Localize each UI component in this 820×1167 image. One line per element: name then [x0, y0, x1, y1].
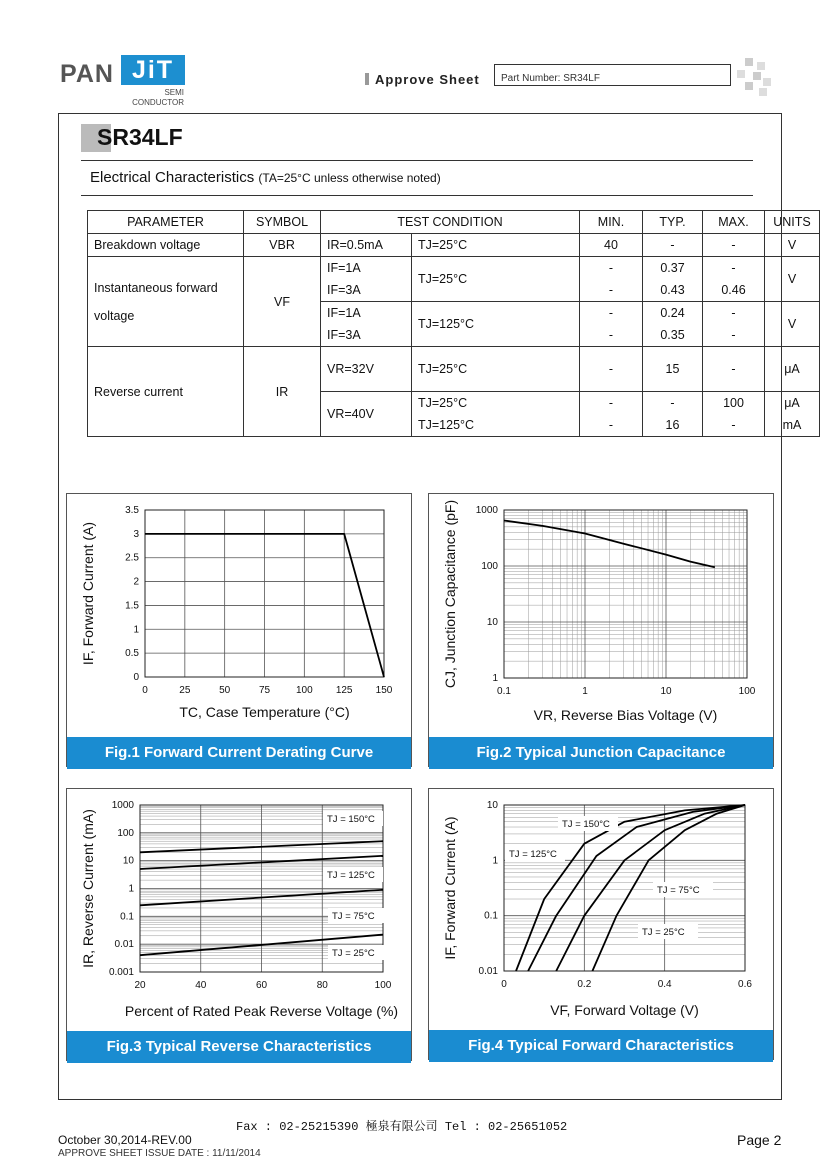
- cell: -: [703, 414, 765, 437]
- fig2-panel: [428, 493, 774, 767]
- cell: μA: [765, 347, 820, 392]
- cell: -: [643, 392, 703, 415]
- y-tick-label: 1: [133, 624, 139, 636]
- cell: 0.24: [643, 302, 703, 325]
- fig4-chart: [429, 789, 773, 1025]
- cell: TJ=25°C: [412, 392, 580, 415]
- y-axis-label: IR, Reverse Current (mA): [80, 809, 96, 968]
- th-min: MIN.: [580, 211, 643, 234]
- footer-date: October 30,2014-REV.00: [58, 1133, 192, 1147]
- x-tick-label: 150: [375, 685, 393, 696]
- cell: -: [580, 302, 643, 325]
- series-label: TJ = 125°C: [327, 870, 375, 881]
- footer-issue-date: APPROVE SHEET ISSUE DATE : 11/11/2014: [58, 1148, 261, 1159]
- cell: IR=0.5mA: [321, 234, 412, 257]
- fig3-caption: Fig.3 Typical Reverse Characteristics: [67, 1031, 411, 1063]
- fig3-chart: [67, 789, 411, 1026]
- cell: 0.46: [703, 279, 765, 302]
- y-tick-label: 1000: [111, 800, 134, 811]
- logo-sub-2: CONDUCTOR: [132, 98, 184, 107]
- cell: [88, 257, 244, 347]
- y-tick-label: 0.01: [114, 939, 134, 951]
- y-tick-label: 1: [492, 855, 498, 867]
- th-parameter: PARAMETER: [88, 211, 244, 234]
- footer-contact: Fax : 02-25215390 極泉有限公司 Tel : 02-25651052: [236, 1120, 568, 1134]
- cell: μA: [765, 392, 820, 415]
- cell: VR=32V: [321, 347, 412, 392]
- y-axis-label: IF, Forward Current (A): [442, 816, 458, 960]
- cell: mA: [765, 414, 820, 437]
- approve-sheet-label: Approve Sheet: [365, 72, 480, 87]
- x-tick-label: 1: [582, 686, 588, 697]
- fig4-panel: [428, 788, 774, 1060]
- cell: -: [703, 324, 765, 347]
- cell: TJ=25°C: [412, 347, 580, 392]
- y-tick-label: 1.5: [125, 600, 139, 612]
- y-tick-label: 3: [133, 528, 139, 540]
- page-title: SR34LF: [97, 124, 183, 150]
- cell: 0.43: [643, 279, 703, 302]
- fig1-caption: Fig.1 Forward Current Derating Curve: [67, 737, 411, 769]
- cell: -: [703, 257, 765, 280]
- x-tick-label: 20: [134, 980, 146, 991]
- x-axis-label: Percent of Rated Peak Reverse Voltage (%): [124, 1003, 399, 1019]
- cell: -: [580, 392, 643, 415]
- cell: VR=40V: [321, 392, 412, 437]
- cell: 100: [703, 392, 765, 415]
- y-axis-label: CJ, Junction Capacitance (pF): [442, 499, 458, 689]
- cell: TJ=125°C: [412, 414, 580, 437]
- series-label: TJ = 25°C: [642, 927, 685, 938]
- cell: 16: [643, 414, 703, 437]
- x-tick-label: 40: [195, 980, 207, 991]
- cell: IR: [244, 347, 321, 437]
- cell: 40: [580, 234, 643, 257]
- fig1-panel: [66, 493, 412, 767]
- cell: TJ=25°C: [412, 234, 580, 257]
- x-tick-label: 0: [142, 685, 148, 696]
- y-tick-label: 10: [486, 800, 498, 811]
- th-max: MAX.: [703, 211, 765, 234]
- x-tick-label: 0.1: [497, 686, 511, 697]
- cell: V: [765, 257, 820, 302]
- y-tick-label: 100: [117, 827, 134, 839]
- cell: IF=1A: [321, 257, 412, 280]
- x-tick-label: 25: [179, 685, 191, 696]
- x-tick-label: 100: [374, 980, 392, 991]
- x-tick-label: 50: [219, 685, 231, 696]
- vf-param-1: Instantaneous forward: [94, 280, 218, 295]
- y-tick-label: 10: [122, 855, 134, 867]
- x-tick-label: 0.2: [577, 979, 592, 990]
- series-label: TJ = 25°C: [332, 948, 375, 959]
- y-tick-label: 0.1: [484, 910, 498, 922]
- y-tick-label: 0.001: [108, 967, 134, 978]
- fig2-chart: [429, 494, 773, 732]
- ec-note: (TA=25°C unless otherwise noted): [258, 171, 441, 185]
- x-tick-label: 60: [255, 980, 268, 991]
- x-axis-label: VF, Forward Voltage (V): [550, 1002, 699, 1018]
- cell: Reverse current: [88, 347, 244, 437]
- cell: VF: [244, 257, 321, 347]
- series-label: TJ = 75°C: [332, 911, 375, 922]
- x-axis-label: TC, Case Temperature (°C): [179, 704, 350, 720]
- x-tick-label: 75: [258, 685, 271, 696]
- x-tick-label: 0.6: [738, 979, 752, 990]
- y-tick-label: 100: [481, 561, 498, 572]
- y-tick-label: 1: [128, 883, 134, 895]
- cell: 0.37: [643, 257, 703, 280]
- cell: -: [703, 347, 765, 392]
- y-tick-label: 0.1: [120, 911, 134, 923]
- ec-title: Electrical Characteristics: [90, 169, 255, 186]
- y-tick-label: 2: [133, 576, 139, 588]
- logo-jit: JiT: [121, 55, 185, 85]
- x-tick-label: 0: [501, 979, 507, 990]
- x-tick-label: 100: [295, 685, 313, 696]
- cell: -: [703, 302, 765, 325]
- y-tick-label: 1: [492, 673, 498, 684]
- y-tick-label: 1000: [475, 505, 498, 516]
- x-axis-label: VR, Reverse Bias Voltage (V): [533, 707, 718, 723]
- y-tick-label: 0.01: [478, 966, 498, 977]
- x-tick-label: 10: [660, 686, 672, 697]
- cell: -: [580, 347, 643, 392]
- cell: -: [643, 234, 703, 257]
- cell: V: [765, 302, 820, 347]
- y-axis-label: IF, Forward Current (A): [80, 521, 96, 666]
- logo-subtitle: [130, 88, 184, 108]
- cell: IF=1A: [321, 302, 412, 325]
- fig1-chart: [67, 494, 411, 732]
- y-tick-label: 0: [133, 672, 139, 683]
- part-number: Part Number: SR34LF: [501, 73, 600, 84]
- series-label: TJ = 125°C: [509, 849, 557, 860]
- fig4-caption: Fig.4 Typical Forward Characteristics: [429, 1030, 773, 1062]
- th-units: UNITS: [765, 211, 820, 234]
- series-label: TJ = 150°C: [327, 814, 375, 825]
- divider: [81, 195, 753, 196]
- y-tick-label: 3.5: [125, 505, 139, 516]
- cell: V: [765, 234, 820, 257]
- th-symbol: SYMBOL: [244, 211, 321, 234]
- series-label: TJ = 75°C: [657, 885, 700, 896]
- x-tick-label: 80: [316, 980, 328, 991]
- x-tick-label: 100: [738, 686, 756, 697]
- cell: VBR: [244, 234, 321, 257]
- part-number-box: [494, 64, 731, 86]
- fig2-caption: Fig.2 Typical Junction Capacitance: [429, 737, 773, 769]
- cell: -: [580, 324, 643, 347]
- logo-pan: PAN: [60, 60, 114, 88]
- series-label: TJ = 150°C: [562, 819, 610, 830]
- x-tick-label: 125: [335, 685, 353, 696]
- cell: -: [580, 414, 643, 437]
- fig3-panel: [66, 788, 412, 1061]
- y-tick-label: 10: [486, 617, 498, 628]
- ec-heading: [90, 169, 441, 186]
- cell: TJ=25°C: [412, 257, 580, 302]
- logo-sub-1: SEMI: [164, 88, 184, 97]
- th-test-condition: TEST CONDITION: [321, 211, 580, 234]
- page-number: Page 2: [737, 1132, 782, 1148]
- divider: [81, 160, 753, 161]
- x-tick-label: 0.4: [657, 979, 672, 990]
- spec-table: [87, 210, 820, 437]
- cell: 15: [643, 347, 703, 392]
- y-tick-label: 2.5: [125, 552, 139, 564]
- cell: -: [703, 234, 765, 257]
- cell: -: [580, 257, 643, 280]
- cell: IF=3A: [321, 324, 412, 347]
- cell: -: [580, 279, 643, 302]
- cell: Breakdown voltage: [88, 234, 244, 257]
- plot-frame: [504, 510, 747, 678]
- checker-decoration: [733, 58, 773, 96]
- y-tick-label: 0.5: [125, 648, 139, 660]
- cell: IF=3A: [321, 279, 412, 302]
- vf-param-2: voltage: [94, 308, 135, 323]
- cell: 0.35: [643, 324, 703, 347]
- cell: TJ=125°C: [412, 302, 580, 347]
- th-typ: TYP.: [643, 211, 703, 234]
